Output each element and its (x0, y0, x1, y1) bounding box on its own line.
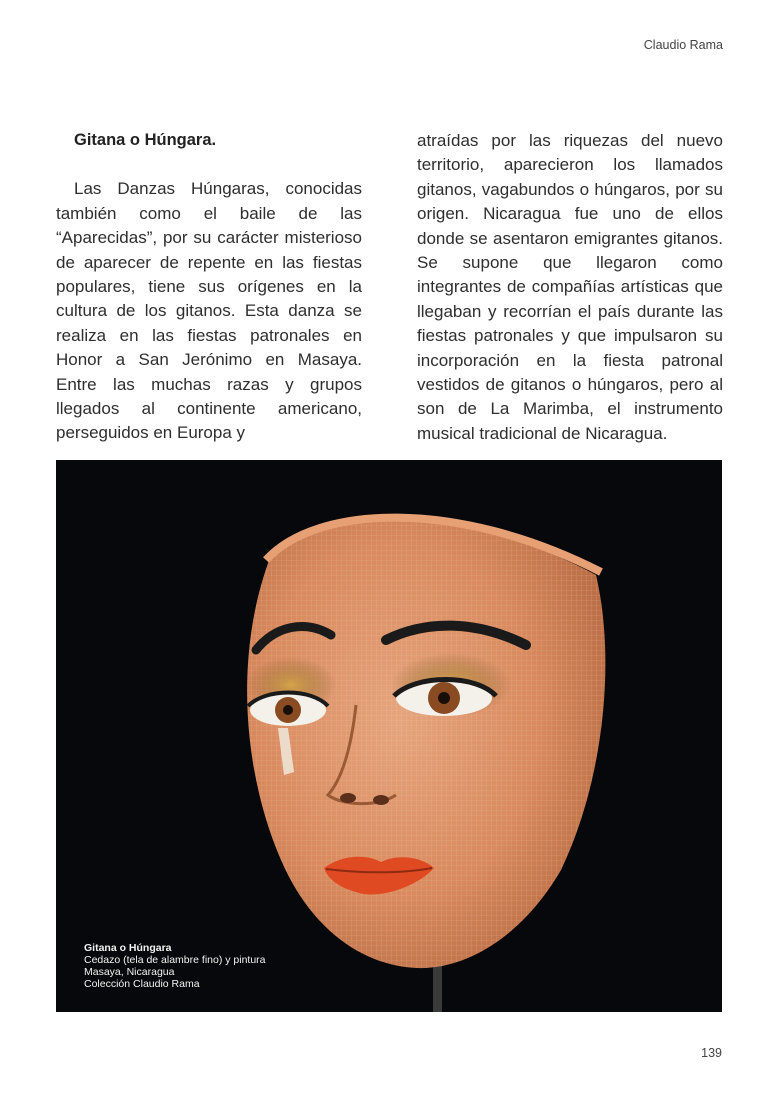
mask-illustration (56, 460, 722, 1012)
section-heading: Gitana o Húngara. (74, 131, 217, 149)
page-header-author: Claudio Rama (643, 38, 723, 52)
figure-caption (84, 942, 266, 990)
caption-collection: Colección Claudio Rama (84, 978, 200, 990)
body-paragraph-left: Las Danzas Húngaras, conocidas también como el baile de las “Aparecidas”, por su carácter misterioso de aparecer de repente en las fiestas populares, tiene sus orígenes en la cultura de los gitanos. Esta danza se realiza en las fiestas patronales en Honor a San Jerónimo en Masaya. Entre las muchas razas y grupos llegados al continente americano, perseguidos en Europa y (56, 179, 362, 443)
caption-title: Gitana o Húngara (84, 942, 172, 954)
body-paragraph-right: atraídas por las riquezas del nuevo territorio, aparecieron los llamados gitanos, vagabundos o húngaros, por su origen. Nicaragua fue uno de ellos donde se asentaron emigrantes gitanos. Se supone que llegaron como integrantes de compañías artísticas que llegaban y recorrían el país durante las fiestas patronales y que impulsaron su incorporación en la fiesta patronal vestidos de gitanos o húngaros, pero al son de La Marimba, el instrumento musical tradicional de Nicaragua. (417, 131, 723, 443)
right-text-column (417, 129, 723, 446)
left-text-column (56, 128, 362, 446)
caption-location: Masaya, Nicaragua (84, 966, 175, 978)
page-number: 139 (701, 1046, 722, 1060)
caption-material: Cedazo (tela de alambre fino) y pintura (84, 954, 266, 966)
mask-photograph (56, 460, 722, 1012)
